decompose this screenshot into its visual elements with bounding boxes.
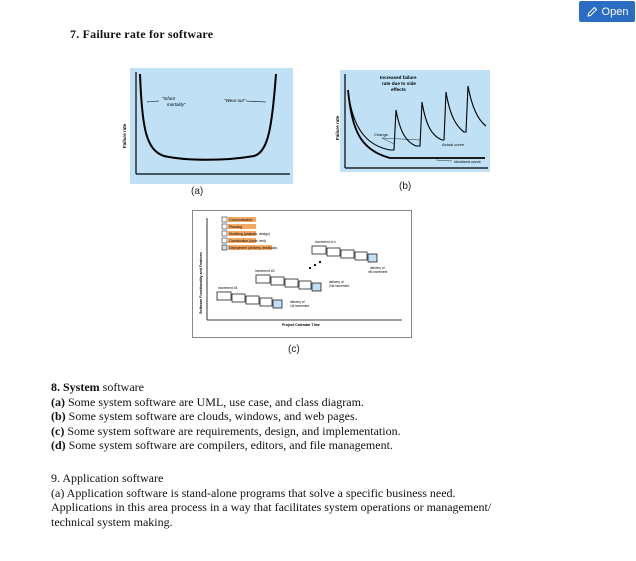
question-8-title-bold: System — [63, 380, 100, 394]
option-b-label: (b) — [51, 409, 66, 424]
pencil-icon — [586, 6, 598, 18]
option-c-label: (c) — [51, 423, 65, 438]
fig-b-ylabel: Failure rate — [335, 115, 340, 140]
fig-b-actual-label: Actual curve — [442, 142, 465, 147]
legend-item-2: Planning — [229, 225, 243, 229]
figure-b-software-failure-curve — [330, 70, 490, 182]
question-8 — [51, 380, 401, 453]
option-d-text: Some system software are compilers, editors, and file management. — [68, 438, 393, 453]
fig-c-del2-label-2: 2nd increment — [329, 284, 350, 288]
question-9-line-3: technical system making. — [51, 514, 173, 529]
question-8-number: 8. — [51, 380, 60, 394]
figure-b-caption: (b) — [399, 181, 412, 192]
question-8-title — [51, 380, 401, 395]
figure-c-incremental-model — [192, 210, 412, 338]
fig-b-increased-label-3: effects — [391, 87, 406, 92]
fig-b-increased-label-2: rate due to side — [382, 81, 416, 86]
fig-c-del1-label-1: delivery of — [290, 300, 305, 304]
fig-c-incn-label: increment # n — [315, 240, 336, 244]
option-a — [51, 395, 401, 410]
open-button[interactable] — [579, 1, 635, 22]
fig-b-ideal-label: Idealized curve — [454, 159, 481, 164]
fig-c-xlabel: Project Calendar Time — [282, 323, 320, 327]
fig-c-inc1-label: increment #1 — [218, 286, 238, 290]
option-a-text: Some system software are UML, use case, and class diagram. — [68, 394, 364, 409]
option-d — [51, 438, 401, 453]
legend-item-4: Construction (code, test) — [229, 239, 266, 243]
figure-a-bathtub-curve — [116, 68, 294, 186]
option-b-text: Some system software are clouds, windows, and web pages. — [68, 409, 358, 424]
question-9-line-1: (a) Application software is stand-alone programs that solve a specific business need. — [51, 485, 456, 500]
question-7-title: 7. Failure rate for software — [70, 27, 214, 41]
question-8-title-rest: software — [102, 380, 144, 394]
option-c-text: Some system software are requirements, design, and implementation. — [67, 423, 401, 438]
fig-c-ylabel: Software Functionality and Features — [199, 252, 203, 314]
fig-c-deln-label-2: nth increment — [368, 270, 388, 274]
fig-c-inc2-label: increment #2 — [255, 269, 275, 273]
legend-item-1: Communication — [229, 218, 253, 222]
fig-a-infant-label-2: mortality" — [167, 102, 186, 107]
fig-b-change-label: Change — [374, 132, 389, 137]
question-9-title: 9. Application software — [51, 471, 164, 485]
question-9 — [51, 471, 571, 529]
option-a-label: (a) — [51, 394, 65, 409]
fig-c-deln-label-1: delivery of — [370, 266, 385, 270]
fig-c-del2-label-1: delivery of — [329, 280, 344, 284]
fig-b-increased-label-1: Increased failure — [380, 75, 417, 80]
open-button-label: Open — [601, 5, 629, 18]
fig-a-infant-label-1: "Infant — [162, 96, 175, 101]
fig-c-del1-label-2: 1st increment — [290, 304, 310, 308]
option-b — [51, 409, 401, 424]
option-c — [51, 424, 401, 439]
figure-a-caption: (a) — [191, 186, 204, 197]
legend-item-3: Modeling (analysis, design) — [229, 232, 271, 236]
fig-a-wear-label: "Wear out" — [224, 98, 246, 103]
legend-item-5: Deployment (delivery, feedback) — [229, 246, 278, 250]
question-9-line-2: Applications in this area process in a way that facilitates system operations or management/ — [51, 500, 492, 515]
option-d-label: (d) — [51, 438, 66, 453]
fig-a-ylabel: Failure rate — [122, 123, 127, 148]
figure-c-caption: (c) — [288, 344, 300, 355]
